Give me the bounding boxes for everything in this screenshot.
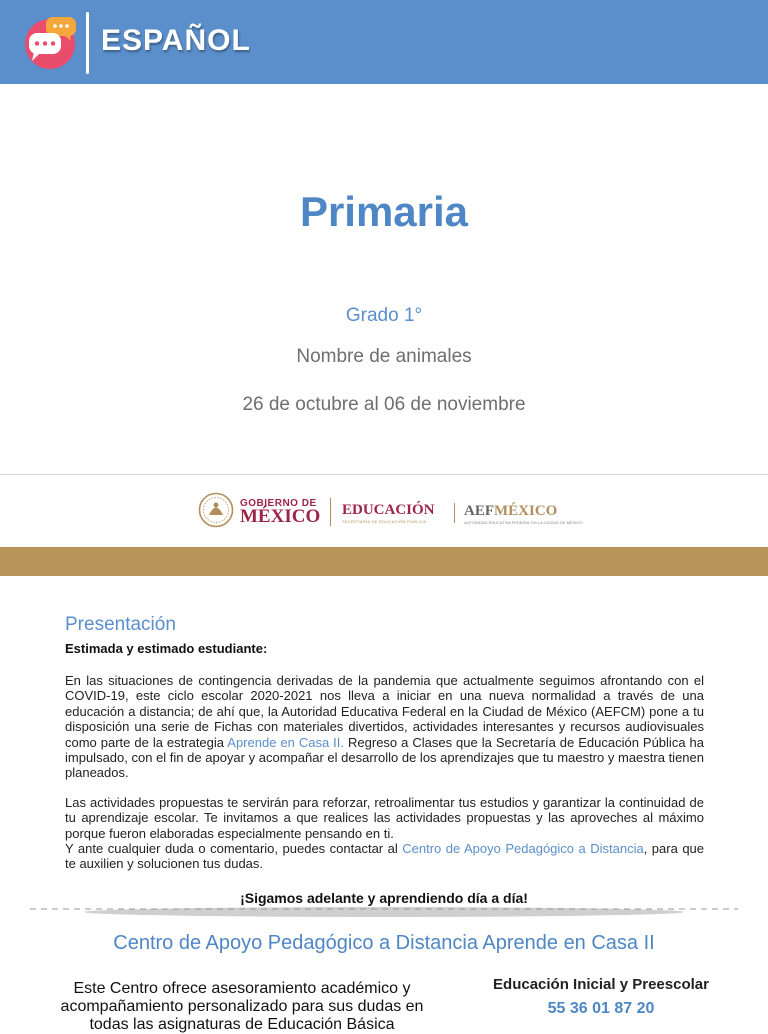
educacion-label: EDUCACIÓN [342, 502, 435, 518]
topic-label: Nombre de animales [296, 346, 472, 367]
contact-paragraph [65, 841, 704, 872]
contact-phone[interactable]: 55 36 01 87 20 [547, 1000, 655, 1017]
centro-description: Este Centro ofrece asesoramiento académico y acompañamiento personalizado para sus dudas en todas las asignaturas de Educación Básica [60, 980, 424, 1033]
header-bar [0, 0, 768, 84]
presentation-title: Presentación [65, 614, 176, 635]
aef-mexico: MÉXICO [494, 503, 558, 519]
paragraph-text: Regreso a Clases que la Secretaría de Educación Pública ha impulsado, con el fin de apoyar y acompañar el desarrollo de los aprendizajes que tu maestro y maestra tienen planeados. [65, 734, 704, 781]
activities-paragraph: Las actividades propuestas te servirán para reforzar, retroalimentar tus estudios y garantizar la continuidad de tu aprendizaje escolar. Te invitamos a que realices las actividades propuestas y las aproveches al máximo porque fueron elaboradas especialmente pensando en ti. [65, 795, 704, 841]
gobierno-label: GOBIERNO DE [240, 498, 317, 509]
gold-band [0, 547, 768, 576]
date-range: 26 de octubre al 06 de noviembre [242, 394, 526, 415]
header-divider [86, 12, 89, 74]
sep-caption: SECRETARÍA DE EDUCACIÓN PÚBLICA [342, 519, 427, 524]
mexico-label: MÉXICO [240, 506, 321, 527]
dashed-divider [30, 906, 738, 918]
aef-caption: AUTORIDAD EDUCATIVA FEDERAL EN LA CIUDAD DE MÉXICO [464, 520, 583, 525]
centro-apoyo-link[interactable]: Centro de Apoyo Pedagógico a Distancia [402, 841, 644, 856]
centro-title: Centro de Apoyo Pedagógico a Distancia Aprende en Casa II [113, 932, 655, 954]
paragraph-text: , para que te auxilien y solucionen tus dudas. [65, 841, 705, 872]
logo-separator [330, 498, 331, 526]
greeting: Estimada y estimado estudiante: [65, 641, 268, 656]
aef-prefix: AEF [464, 503, 494, 519]
logo-separator [454, 503, 455, 523]
chat-bubbles-icon [24, 14, 80, 70]
paragraph-text: Y ante cualquier duda o comentario, puedes contactar al [65, 841, 403, 856]
grade-label: Grado 1° [345, 305, 423, 326]
paragraph-text: En las situaciones de contingencia derivadas de la pandemia que actualmente seguimos afrontando con el COVID-19, este ciclo escolar 2020-2021 nos lleva a iniciar en una nueva normalidad a través de una educación a distancia; de ahí que, la Autoridad Educativa Federal en la Ciudad de México (AEFCM) pone a tu disposición una serie de Fichas con materiales divertidos, actividades interesantes y recursos audiovisuales como parte de la estrategia [65, 673, 704, 750]
subject-title: ESPAÑOL [101, 24, 251, 57]
national-seal-icon [198, 492, 234, 528]
aef-logo [464, 503, 557, 520]
aprende-en-casa-link[interactable]: Aprende en Casa II. [227, 734, 345, 750]
level-title: Primaria [299, 188, 469, 235]
slogan: ¡Sigamos adelante y aprendiendo día a día! [240, 890, 528, 906]
contact-label: Educación Inicial y Preescolar [493, 976, 709, 993]
intro-paragraph [65, 673, 704, 781]
